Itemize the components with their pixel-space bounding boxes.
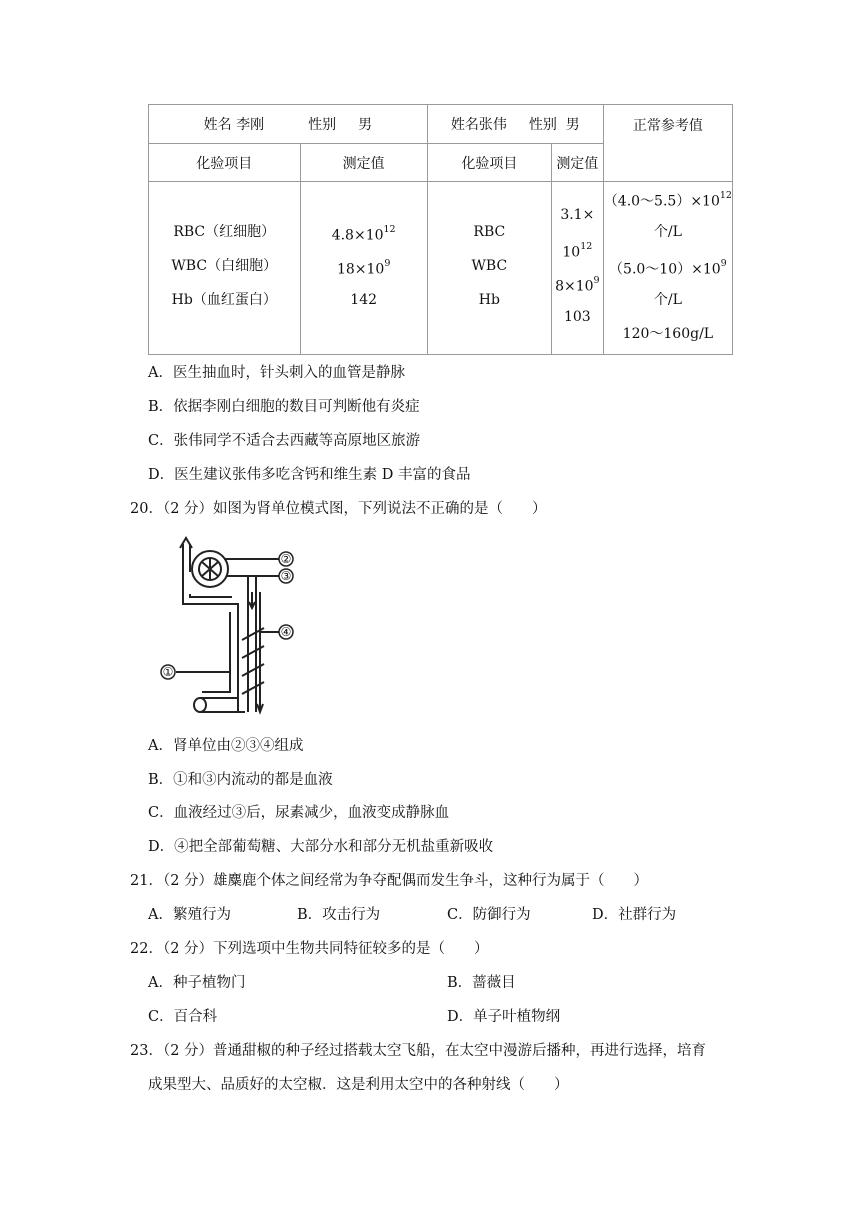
q20-option-d: D．④把全部葡萄糖、大部分水和部分无机盐重新吸收 [148, 839, 494, 855]
reference-values-cell: $(4.0\sim 5.5)\times 10^{12}$ 个/L $(5.0\sim 10)\times 10^9$ 个/L 120～160g/L [603, 182, 732, 355]
blood-test-table [148, 104, 733, 355]
item-header-zhang: 化验项目 [427, 144, 551, 182]
nephron-diagram [150, 532, 302, 718]
q22-option-c: C．百合科 [148, 1009, 218, 1025]
q19-option-d: D．医生建议张伟多吃含钙和维生素 D 丰富的食品 [148, 467, 471, 483]
q20-stem: 20．（2 分）如图为肾单位模式图，下列说法不正确的是（ ） [130, 501, 547, 517]
item-header-li: 化验项目 [149, 144, 301, 182]
li-items-cell: RBC（红细胞） WBC（白细胞） Hb（血红蛋白） [149, 182, 301, 355]
diagram-label-3: ③ [280, 569, 292, 583]
q23-stem-line1: 23．（2 分）普通甜椒的种子经过搭载太空飞船，在太空中漫游后播种，再进行选择，培育 [130, 1043, 707, 1059]
table-header-row [149, 105, 733, 144]
q20-option-c: C．血液经过③后，尿素减少，血液变成静脉血 [148, 805, 450, 821]
diagram-label-4: ④ [280, 625, 292, 639]
q19-option-a: A．医生抽血时，针头刺入的血管是静脉 [148, 365, 405, 381]
q20-option-a: A．肾单位由②③④组成 [148, 738, 304, 754]
diagram-label-2: ② [280, 552, 292, 566]
q21-option-d: D．社群行为 [592, 907, 677, 923]
q22-option-a: A．种子植物门 [148, 975, 246, 991]
li-values-cell: $4.8\times 10^{12}$ $18\times 10^9$ 142 [300, 182, 427, 355]
q21-option-b: B．攻击行为 [297, 907, 381, 923]
q22-stem: 22．（2 分）下列选项中生物共同特征较多的是（ ） [130, 941, 489, 957]
q22-option-d: D．单子叶植物纲 [447, 1009, 561, 1025]
diagram-label-1: ① [162, 665, 174, 679]
q21-option-a: A．繁殖行为 [148, 907, 231, 923]
zhang-wei-header: 姓名张伟 性别 男 [427, 105, 603, 144]
value-header-zhang: 测定值 [551, 144, 603, 182]
q20-option-b: B．①和③内流动的都是血液 [148, 772, 333, 788]
q21-option-c: C．防御行为 [447, 907, 531, 923]
table-data-row [149, 182, 733, 355]
q19-option-c: C．张伟同学不适合去西藏等高原地区旅游 [148, 433, 421, 449]
q21-stem: 21．（2 分）雄麋鹿个体之间经常为争夺配偶而发生争斗，这种行为属于（ ） [130, 873, 649, 889]
zhang-values-cell: 3.1× $10^{12}$ $8\times 10^9$ 103 [551, 182, 603, 355]
li-gang-header: 姓名 李刚 性别 男 [149, 105, 428, 144]
zhang-items-cell: RBC WBC Hb [427, 182, 551, 355]
q22-option-b: B．蔷薇目 [447, 975, 516, 991]
q23-stem-line2: 成果型大、品质好的太空椒．这是利用太空中的各种射线（ ） [148, 1077, 569, 1093]
q19-option-b: B．依据李刚白细胞的数目可判断他有炎症 [148, 399, 420, 415]
reference-header: 正常参考值 [603, 105, 732, 182]
value-header-li: 测定值 [300, 144, 427, 182]
